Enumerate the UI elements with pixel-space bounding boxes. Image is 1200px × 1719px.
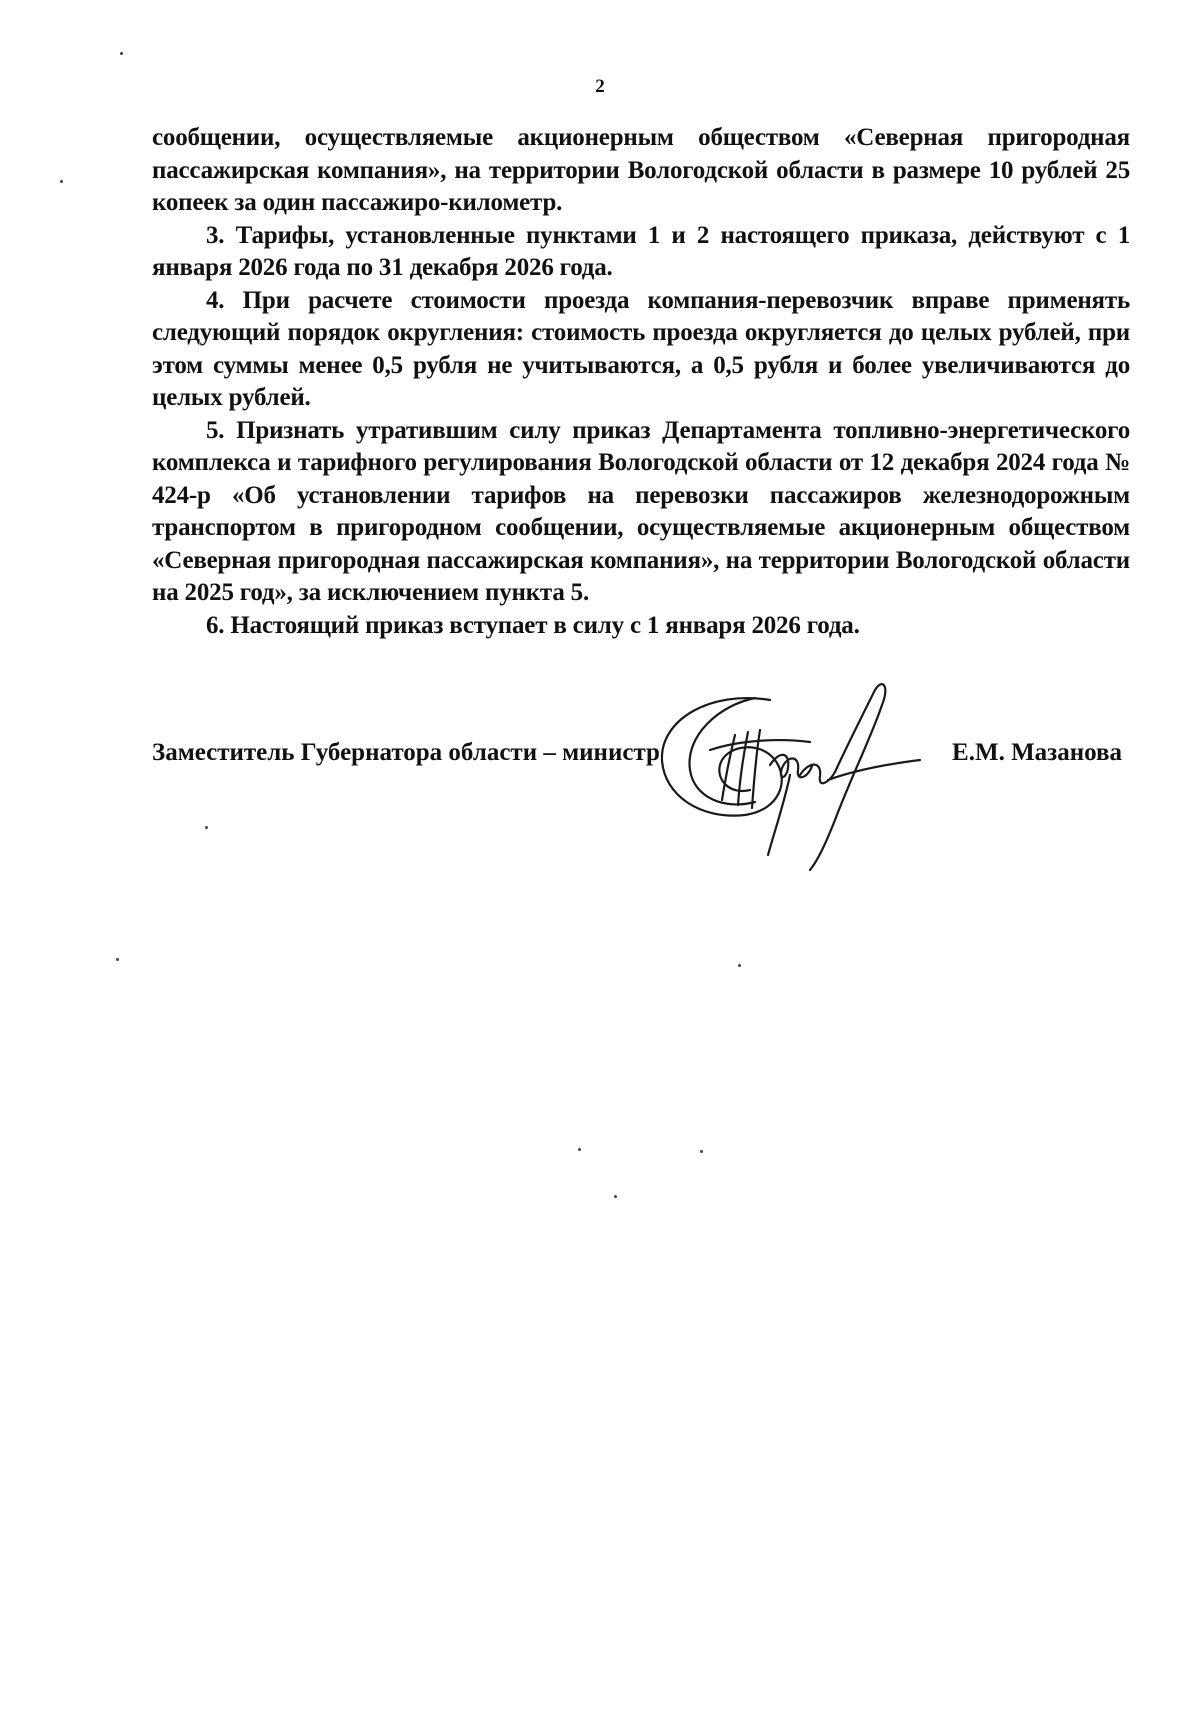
paragraph-item-5: 5. Признать утратившим силу приказ Департамента топливно-энергетического комплекса и тарифного регулирования Вологодской области от 12 декабря 2024 года № 424-р «Об установлении тарифов на перевозки пассажиров железнодорожным транспортом в пригородном сообщении, осуществляемые акционерным обществом «Северная пригородная пассажирская компания», на территории Вологодской области на 2025 год», за исключением пункта 5.	[152, 416, 1130, 606]
scan-speck	[614, 1195, 617, 1198]
scan-speck	[116, 958, 119, 961]
scan-speck	[60, 180, 63, 183]
document-body	[152, 122, 1130, 642]
signature-block	[152, 737, 1122, 777]
paragraph-item-6: 6. Настоящий приказ вступает в силу с 1 января 2026 года.	[206, 611, 860, 639]
handwritten-signature-icon	[650, 680, 950, 875]
paragraph-item-3: 3. Тарифы, установленные пунктами 1 и 2 настоящего приказа, действуют с 1 января 2026 года по 31 декабря 2026 года.	[152, 221, 1130, 281]
scan-speck	[578, 1148, 581, 1151]
scan-speck	[205, 826, 208, 829]
paragraph-item-4: 4. При расчете стоимости проезда компания-перевозчик вправе применять следующий порядок округления: стоимость проезда округляется до целых рублей, при этом суммы менее 0,5 рубля не учитываются, а 0,5 рубля и более увеличиваются до целых рублей.	[152, 286, 1130, 411]
page-number: 2	[595, 76, 605, 97]
scan-speck	[120, 52, 123, 55]
scan-speck	[738, 964, 741, 967]
scan-speck	[700, 1150, 703, 1153]
paragraph-continuation: сообщении, осуществляемые акционерным обществом «Северная пригородная пассажирская компания», на территории Вологодской области в размере 10 рублей 25 копеек за один пассажиро-километр.	[152, 124, 1130, 216]
signer-title: Заместитель Губернатора области – министр	[152, 739, 660, 766]
signer-name: Е.М. Мазанова	[952, 739, 1122, 766]
